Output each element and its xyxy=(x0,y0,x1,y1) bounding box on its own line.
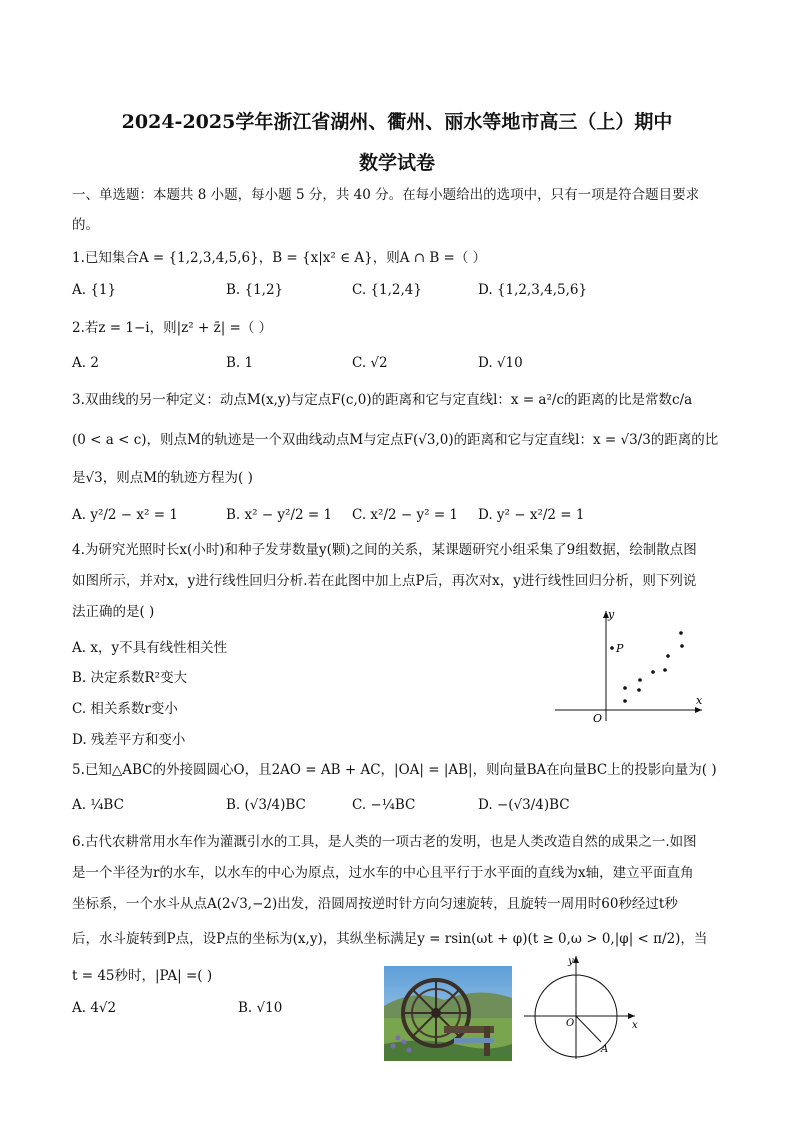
q4-x-axis-label: x xyxy=(696,694,703,707)
section-heading-line2: 的。 xyxy=(72,217,99,233)
q5-option-a[interactable]: A. ¼BC xyxy=(72,797,124,813)
q6-line1: 6.古代农耕常用水车作为灌溉引水的工具，是人类的一项古老的发明，也是人类改造自然的成果之一.如图 xyxy=(72,834,697,850)
q4-data-point xyxy=(679,631,683,635)
q4-data-point xyxy=(651,670,655,674)
q6-x-axis-label: x xyxy=(632,1020,638,1031)
q4-scatter-figure xyxy=(550,605,710,725)
q4-line2: 如图所示，并对x，y进行线性回归分析.若在此图中加上点P后，再次对x，y进行线性回归分析，则下列说 xyxy=(72,573,697,589)
q4-origin-label: O xyxy=(593,712,603,725)
q1-option-d[interactable]: D. {1,2,3,4,5,6} xyxy=(478,282,588,298)
q4-option-a[interactable]: A. x，y不具有线性相关性 xyxy=(72,640,228,656)
q3-line1: 3.双曲线的另一种定义：动点M(x,y)与定点F(c,0)的距离和它与定直线l：x = a²/c的距离的比是常数c/a xyxy=(72,392,693,408)
q4-data-point xyxy=(638,678,642,682)
q2-stem xyxy=(72,320,272,336)
q6-line4: 后，水斗旋转到P点，设P点的坐标为(x,y)，其纵坐标满足y = rsin(ωt + φ)(t ≥ 0,ω > 0,|φ| < π/2)，当 xyxy=(72,931,708,947)
q1-stem: 1.已知集合A = {1,2,3,4,5,6}，B = {x|x² ∈ A}，则A ∩ B =（ ） xyxy=(72,250,487,266)
q4-option-c[interactable]: C. 相关系数r变小 xyxy=(72,701,178,717)
q5-option-b[interactable]: B. (√3/4)BC xyxy=(226,797,306,813)
q4-line3: 法正确的是( ) xyxy=(72,604,155,620)
q2-option-a[interactable]: A. 2 xyxy=(72,355,99,371)
q6-option-b[interactable]: B. √10 xyxy=(238,1000,283,1016)
q3-option-d[interactable]: D. y² − x²/2 = 1 xyxy=(478,507,585,523)
q4-point-p-label: P xyxy=(616,642,624,655)
q6-circle-diagram xyxy=(522,950,646,1060)
q5-stem: 5.已知△ABC的外接圆圆心O，且2AO = AB + AC，|OA| = |AB|，则向量BA在向量BC上的投影向量为( ) xyxy=(72,762,717,778)
exam-title-line1: 2024-2025学年浙江省湖州、衢州、丽水等地市高三（上）期中 xyxy=(121,111,673,133)
q3-option-a[interactable]: A. y²/2 − x² = 1 xyxy=(72,507,178,523)
q1-option-c[interactable]: C. {1,2,4} xyxy=(352,282,422,298)
q3-line2: (0 < a < c)，则点M的轨迹是一个双曲线动点M与定点F(√3,0)的距离和它与定直线l：x = √3/3的距离的比 xyxy=(72,432,719,448)
q2-stem-body: z = 1−i，则|z² + z̄| =（ ） xyxy=(98,320,273,336)
exam-title-line2: 数学试卷 xyxy=(358,152,435,174)
q1-option-b[interactable]: B. {1,2} xyxy=(226,282,284,298)
q3-option-b[interactable]: B. x² − y²/2 = 1 xyxy=(226,507,333,523)
q3-line3: 是√3，则点M的轨迹方程为( ) xyxy=(72,470,253,486)
q6-line5: t = 45秒时，|PA| =( ) xyxy=(72,968,213,984)
q6-y-axis-label: y xyxy=(568,956,574,967)
q4-data-point xyxy=(663,668,667,672)
q1-option-a[interactable]: A. {1} xyxy=(72,282,117,298)
q2-option-c[interactable]: C. √2 xyxy=(352,355,388,371)
q6-line2: 是一个半径为r的水车，以水车的中心为原点，过水车的中心且平行于水平面的直线为x轴，建立平面直角 xyxy=(72,865,694,881)
q4-y-axis-label: y xyxy=(608,608,615,621)
q6-point-a-label: A xyxy=(601,1044,609,1055)
q5-option-d[interactable]: D. −(√3/4)BC xyxy=(478,797,570,813)
q4-option-d[interactable]: D. 残差平方和变小 xyxy=(72,732,186,748)
q4-data-point xyxy=(623,686,627,690)
q4-line1: 4.为研究光照时长x(小时)和种子发芽数量y(颗)之间的关系，某课题研究小组采集了9组数据，绘制散点图 xyxy=(72,542,697,558)
q5-option-c[interactable]: C. −¼BC xyxy=(352,797,416,813)
q4-data-point xyxy=(666,654,670,658)
water-wheel-photo xyxy=(384,966,512,1061)
q4-data-point xyxy=(623,699,627,703)
q6-line3: 坐标系，一个水斗从点A(2√3,−2)出发，沿圆周按逆时针方向匀速旋转，且旋转一周用时60秒经过t秒 xyxy=(72,896,678,912)
q4-data-point xyxy=(680,644,684,648)
q4-data-point xyxy=(637,688,641,692)
q2-stem-prefix: 2.若 xyxy=(72,320,99,336)
q2-option-d[interactable]: D. √10 xyxy=(478,355,523,371)
q3-option-c[interactable]: C. x²/2 − y² = 1 xyxy=(352,507,459,523)
q6-option-a[interactable]: A. 4√2 xyxy=(72,1000,117,1016)
q4-point-p xyxy=(610,646,614,650)
q4-option-b[interactable]: B. 决定系数R²变大 xyxy=(72,670,188,686)
section-heading-line1: 一、单选题：本题共 8 小题，每小题 5 分，共 40 分。在每小题给出的选项中，只有一项是符合题目要求 xyxy=(72,187,700,203)
q6-origin-label: O xyxy=(566,1018,575,1029)
q2-option-b[interactable]: B. 1 xyxy=(226,355,254,371)
